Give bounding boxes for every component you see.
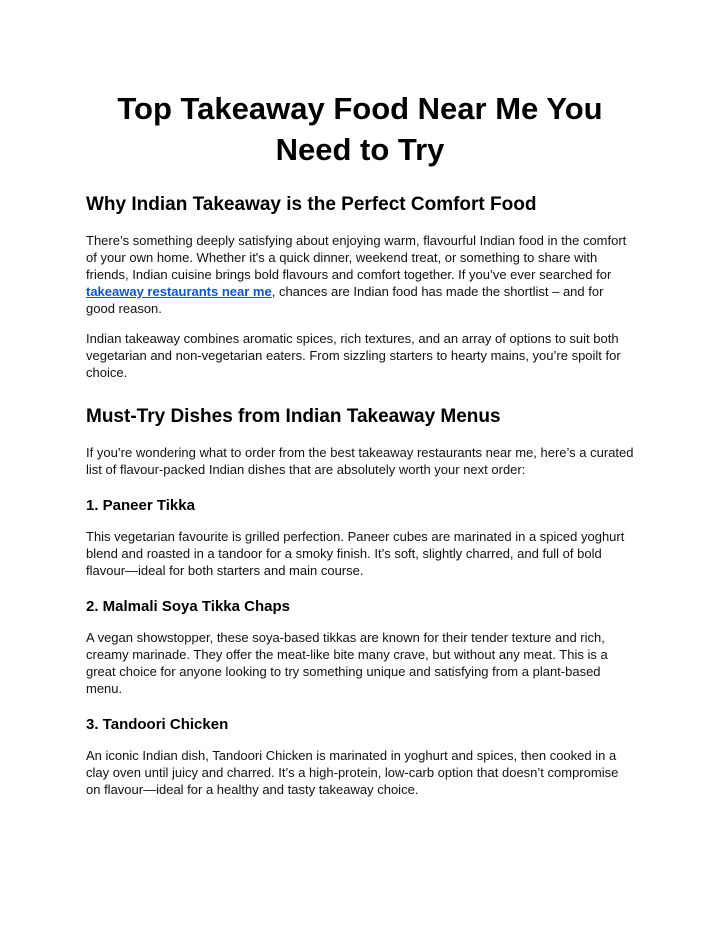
section-heading-must-try-dishes: Must-Try Dishes from Indian Takeaway Menus bbox=[86, 406, 501, 427]
dish-description-paneer-tikka: This vegetarian favourite is grilled perfection. Paneer cubes are marinated in a spiced yoghurt blend and roasted in a tandoor for a smoky finish. It’s soft, slightly charred, and full of bold flavour—ideal for both starters and main course. bbox=[86, 529, 625, 578]
dish-heading-paneer-tikka: 1. Paneer Tikka bbox=[86, 497, 195, 514]
page-title: Top Takeaway Food Near Me You Need to Try bbox=[117, 91, 603, 167]
section-heading-comfort-food: Why Indian Takeaway is the Perfect Comfort Food bbox=[86, 194, 537, 215]
paragraph-intro-text-before-link: There’s something deeply satisfying about enjoying warm, flavourful Indian food in the comfort of your own home. Whether it's a quick dinner, weekend treat, or something to share with friends, Indian cuisine brings bold flavours and comfort together. If you’ve ever searched for bbox=[86, 233, 627, 282]
dish-description-tandoori-chicken: An iconic Indian dish, Tandoori Chicken is marinated in yoghurt and spices, then cooked in a clay oven until juicy and charred. It’s a high-protein, low-carb option that doesn’t compromise on flavour—ideal for a healthy and tasty takeaway choice. bbox=[86, 748, 619, 797]
dish-heading-soya-tikka-chaps: 2. Malmali Soya Tikka Chaps bbox=[86, 598, 290, 615]
dish-description-soya-tikka-chaps: A vegan showstopper, these soya-based tikkas are known for their tender texture and rich, creamy marinade. They offer the meat-like bite many crave, but without any meat. This is a great choice for anyone looking to try something unique and satisfying from a plant-based menu. bbox=[86, 630, 608, 696]
dish-heading-tandoori-chicken: 3. Tandoori Chicken bbox=[86, 716, 229, 733]
takeaway-restaurants-link[interactable]: takeaway restaurants near me bbox=[86, 284, 272, 299]
paragraph-takeaway-overview: Indian takeaway combines aromatic spices, rich textures, and an array of options to suit both vegetarian and non-vegetarian eaters. From sizzling starters to hearty mains, you’re spoilt for choice. bbox=[86, 331, 621, 380]
paragraph-intro-text-after-link: , chances are Indian food has made the shortlist – and for good reason. bbox=[86, 284, 604, 316]
paragraph-dishes-intro: If you’re wondering what to order from the best takeaway restaurants near me, here’s a curated list of flavour-packed Indian dishes that are absolutely worth your next order: bbox=[86, 445, 634, 477]
paragraph-intro bbox=[86, 232, 634, 317]
